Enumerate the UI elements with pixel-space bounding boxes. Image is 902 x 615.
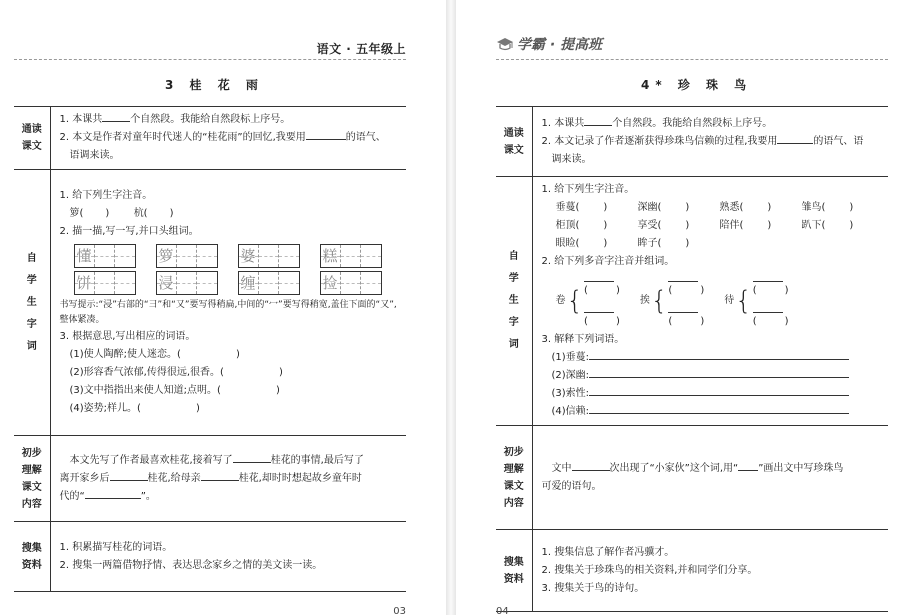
tracing-box[interactable]: 捡 <box>320 271 382 295</box>
left-page <box>0 0 446 615</box>
tracing-box[interactable]: 缠 <box>238 271 300 295</box>
section-label-souji: 搜集资料 <box>14 522 50 592</box>
right-page <box>456 0 902 615</box>
section-label-tongdu: 通读课文 <box>14 107 50 170</box>
answer-blank[interactable] <box>201 470 239 481</box>
section-zixue-content: 1. 给下列生字注音。 箩( ) 杭( ) 2. 描一描,写一写,并口头组词。 懂 箩 婆 糕 饼 浸 缠 捡 书写提示:“浸”右部的“彐”和“又”要写得稍扁,中间的“冖”要写得稍宽,盖住下面的“又”,整体紧凑。 3. 根据意思,写出相应的词语。 (1)使人陶醉;使人迷恋。( ) (2)形容香气浓郁,传得很远,很香。( ) (3)文中指指出来使人知道;点明。( ) (4)姿势;样儿。( ) <box>50 170 406 436</box>
section-zixue-content: 1. 给下列生字注音。 垂蔓( ) 深幽( ) 熟悉( ) 雏鸟( ) 柜顶( ) 享受( ) 陪伴( ) 趴下( ) 眼睑( ) 眸子( ) 2. 给下列多音字注音并组词。 卷 { ( ) ( ) 挨 { ( ) ( ) 待 { ( ) ( ) 3. 解释下列词语。 (1)垂蔓: (2)深幽: (3)索性: (4)信赖: <box>532 177 888 426</box>
answer-line[interactable] <box>589 385 849 396</box>
left-worksheet-table <box>14 106 406 592</box>
polyphonic-group <box>556 271 889 331</box>
answer-blank[interactable] <box>85 488 141 499</box>
right-page-header: 学霸 · 提高班 <box>496 34 602 54</box>
page-number: 04 <box>496 606 509 615</box>
section-label-zixue: 自学生字词 <box>14 170 50 436</box>
header-divider <box>14 59 406 60</box>
tracing-grid-row-1 <box>74 244 407 268</box>
answer-line[interactable] <box>589 349 849 360</box>
answer-line[interactable] <box>589 367 849 378</box>
tracing-box[interactable]: 婆 <box>238 244 300 268</box>
tracing-box[interactable]: 饼 <box>74 271 136 295</box>
tracing-grid-row-2 <box>74 271 407 295</box>
section-label-chubu: 初步理解课文内容 <box>14 436 50 522</box>
answer-blank[interactable] <box>572 460 610 471</box>
lesson-title: 3 桂 花 雨 <box>165 78 264 92</box>
book-gutter <box>446 0 456 615</box>
right-worksheet-table <box>496 106 888 612</box>
tracing-box[interactable]: 懂 <box>74 244 136 268</box>
answer-blank[interactable] <box>306 129 346 140</box>
polyphonic-item[interactable]: 待 { ( ) ( ) <box>724 271 788 331</box>
writing-tip: 书写提示:“浸”右部的“彐”和“又”要写得稍扁,中间的“冖”要写得稍宽,盖住下面的“又”,整体紧凑。 <box>59 300 397 325</box>
page-number: 03 <box>393 606 406 615</box>
header-divider <box>496 59 888 60</box>
section-tongdu-content: 1. 本课共 个自然段。我能给自然段标上序号。 2. 本文是作者对童年时代迷人的“桂花雨”的回忆,我要用 的语气、 语调来读。 <box>50 107 406 170</box>
answer-blank[interactable] <box>233 452 271 463</box>
section-souji-content: 1. 搜集信息了解作者冯骥才。 2. 搜集关于珍珠鸟的相关资料,并和同学们分享。 3. 搜集关于鸟的诗句。 <box>532 530 888 612</box>
section-tongdu-content: 1. 本课共 个自然段。我能给自然段标上序号。 2. 本文记录了作者逐渐获得珍珠鸟信赖的过程,我要用 的语气、语 调来读。 <box>532 107 888 177</box>
answer-blank[interactable] <box>738 460 758 471</box>
tracing-box[interactable]: 浸 <box>156 271 218 295</box>
graduation-cap-icon <box>496 37 514 51</box>
answer-blank[interactable] <box>110 470 148 481</box>
lesson-title: 4* 珍 珠 鸟 <box>641 78 753 92</box>
section-souji-content: 1. 积累描写桂花的词语。 2. 搜集一两篇借物抒情、表达思念家乡之情的美文读一读。 <box>50 522 406 592</box>
tracing-box[interactable]: 箩 <box>156 244 218 268</box>
answer-blank[interactable] <box>584 115 612 126</box>
section-label-chubu: 初步理解课文内容 <box>496 426 532 530</box>
section-label-souji: 搜集资料 <box>496 530 532 612</box>
section-label-tongdu: 通读课文 <box>496 107 532 177</box>
section-chubu-content: 本文先写了作者最喜欢桂花,接着写了 桂花的事情,最后写了 离开家乡后 桂花,给母亲 桂花,却时时想起故乡童年时 代的“ ”。 <box>50 436 406 522</box>
tracing-box[interactable]: 糕 <box>320 244 382 268</box>
answer-blank[interactable] <box>777 133 813 144</box>
left-page-header: 语文 · 五年级上 <box>316 42 406 56</box>
polyphonic-item[interactable]: 卷 { ( ) ( ) <box>556 271 620 331</box>
polyphonic-item[interactable]: 挨 { ( ) ( ) <box>640 271 704 331</box>
section-chubu-content: 文中 次出现了“小家伙”这个词,用“ ”画出文中写珍珠鸟 可爱的语句。 <box>532 426 888 530</box>
answer-blank[interactable] <box>102 111 130 122</box>
section-label-zixue: 自学生字词 <box>496 177 532 426</box>
pinyin-item-grid: 垂蔓( ) 深幽( ) 熟悉( ) 雏鸟( ) 柜顶( ) 享受( ) 陪伴( ) 趴下( ) 眼睑( ) 眸子( ) <box>555 202 854 249</box>
answer-line[interactable] <box>589 403 849 414</box>
